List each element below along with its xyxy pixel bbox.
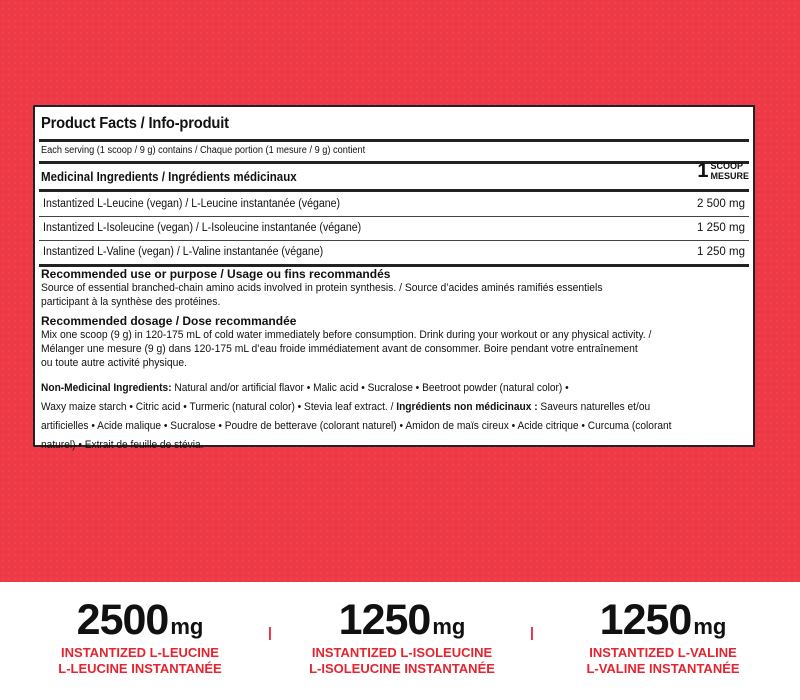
nonmed-heading-fr: Ingrédients non médicinaux : (396, 401, 538, 413)
recommended-dosage-section (41, 314, 747, 370)
dosage-text: Mélanger une mesure (9 g) dans 120-175 mL d’eau froide immédiatement avant de consommer. Boire pendant votre entraînement (41, 343, 638, 355)
stat-value: 2500 (76, 596, 169, 644)
ingredient-name: Instantized L-Isoleucine (vegan) / L-Isoleucine instantanée (végane) (43, 222, 362, 234)
ingredient-amount: 1 250 mg (697, 222, 745, 234)
non-medicinal-section (41, 379, 726, 455)
separator: | (530, 624, 534, 640)
nonmed-text: Waxy maize starch • Citric acid • Turmeric (natural color) • Stevia leaf extract. / (41, 401, 394, 413)
stat-unit: mg (693, 614, 727, 639)
nonmed-text: Natural and/or artificial flavor • Malic acid • Sucralose • Beetroot powder (natural color) • (174, 382, 569, 394)
stat-label-en: INSTANTIZED L-LEUCINE (61, 645, 219, 660)
dosage-text: ou toute autre activité physique. (41, 357, 188, 369)
recommended-use-section (41, 267, 747, 309)
nonmed-heading-en: Non-Medicinal Ingredients: (41, 382, 172, 394)
stat-label-fr: L-VALINE INSTANTANÉE (586, 661, 740, 676)
ingredient-row (39, 217, 749, 239)
rule-under-medicinal (39, 189, 749, 192)
medicinal-heading: Medicinal Ingredients / Ingrédients médicinaux (41, 170, 297, 184)
stat-value: 1250 (338, 596, 431, 644)
dosage-text: Mix one scoop (9 g) in 120-175 mL of cold water immediately before consumption. Drink during your workout or any physical activity. / (41, 329, 652, 341)
rule-under-serving (39, 161, 749, 164)
ingredient-amount: 2 500 mg (697, 198, 745, 210)
ingredient-amount: 1 250 mg (697, 246, 745, 258)
stat-label-en: INSTANTIZED L-ISOLEUCINE (311, 645, 493, 660)
stat-isoleucine (282, 595, 522, 677)
stat-label-fr: L-LEUCINE INSTANTANÉE (58, 661, 222, 676)
ingredient-name: Instantized L-Leucine (vegan) / L-Leucine instantanée (végane) (43, 198, 341, 210)
nonmed-text: naturel) • Extrait de feuille de stévia. (41, 439, 204, 451)
nonmed-text: Saveurs naturelles et/ou (540, 401, 651, 413)
scoop-column-header (697, 161, 749, 181)
ingredient-row (39, 241, 749, 263)
facts-title: Product Facts / Info-produit (41, 115, 229, 132)
product-facts-panel (33, 105, 755, 451)
stat-label-en: INSTANTIZED L-VALINE (589, 645, 737, 660)
use-text: Source of essential branched-chain amino acids involved in protein synthesis. / Source d’acides aminés ramifiés essentiels (41, 282, 603, 294)
nonmed-text: artificielles • Acide malique • Sucralose • Poudre de betterave (colorant naturel) • Amidon de maïs cireux • Acide citrique • Curcuma (colorant (41, 420, 672, 432)
amino-stats-bar (0, 582, 800, 700)
stat-valine (543, 595, 783, 677)
stat-unit: mg (432, 614, 466, 639)
use-heading: Recommended use or purpose / Usage ou fins recommandés (41, 267, 391, 281)
serving-info: Each serving (1 scoop / 9 g) contains / Chaque portion (1 mesure / 9 g) contient (41, 145, 366, 156)
scoop-word: SCOOP (710, 161, 743, 171)
ingredient-row (39, 193, 749, 215)
mesure-word: MESURE (710, 171, 749, 181)
separator: | (268, 624, 272, 640)
stat-unit: mg (170, 614, 204, 639)
rule-under-title (39, 139, 749, 142)
stat-leucine (20, 595, 260, 677)
dosage-heading: Recommended dosage / Dose recommandée (41, 314, 297, 328)
stat-value: 1250 (599, 596, 692, 644)
use-text: participant à la synthèse des protéines. (41, 296, 221, 308)
scoop-number: 1 (697, 160, 709, 182)
ingredient-name: Instantized L-Valine (vegan) / L-Valine instantanée (végane) (43, 246, 324, 258)
stat-label-fr: L-ISOLEUCINE INSTANTANÉE (309, 661, 495, 676)
